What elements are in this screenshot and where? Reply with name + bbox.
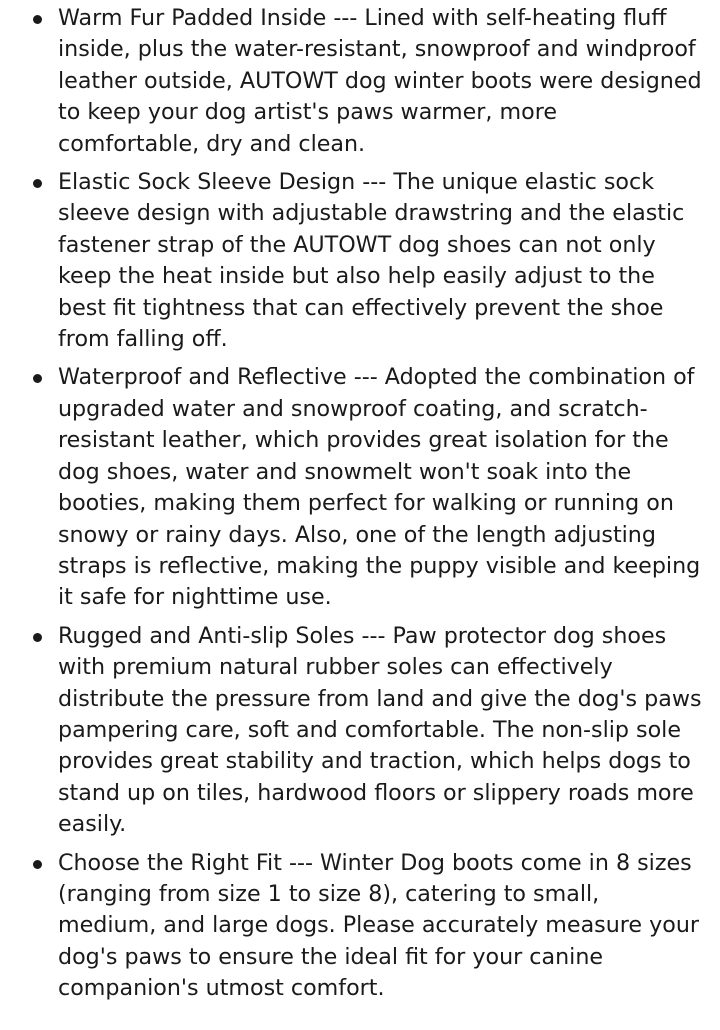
bullet-icon bbox=[33, 179, 42, 188]
bullet-icon bbox=[33, 374, 42, 383]
bullet-icon bbox=[33, 860, 42, 869]
feature-bullet-anti-slip bbox=[58, 621, 704, 841]
feature-bullet-elastic-sock bbox=[58, 167, 704, 355]
bullet-icon bbox=[33, 633, 42, 642]
feature-bullet-right-fit bbox=[58, 848, 704, 1005]
feature-bullet-warm-fur bbox=[58, 3, 704, 160]
feature-bullet-waterproof bbox=[58, 362, 704, 613]
feature-text: Elastic Sock Sleeve Design --- The unique elastic sock sleeve design with adjustable drawstring and the elastic fastener strap of the AUTOWT dog shoes can not only keep the heat inside but also help easily adjust to the best fit tightness that can effectively prevent the shoe from falling off. bbox=[58, 169, 685, 353]
feature-text: Choose the Right Fit --- Winter Dog boots come in 8 sizes (ranging from size 1 to size 8), catering to small, medium, and large dogs. Please accurately measure your dog's paws to ensure the ideal fit for your canine companion's utmost comfort. bbox=[58, 849, 700, 1002]
bullet-icon bbox=[33, 15, 42, 24]
feature-text: Warm Fur Padded Inside --- Lined with self-heating fluff inside, plus the water-resistant, snowproof and windproof leather outside, AUTOWT dog winter boots were designed to keep your dog artist's paws warmer, more comfortable, dry and clean. bbox=[58, 5, 702, 157]
feature-text: Rugged and Anti-slip Soles --- Paw protector dog shoes with premium natural rubber soles can effectively distribute the pressure from land and give the dog's paws pampering care, soft and comfortable. The non-slip sole provides great stability and traction, which helps dogs to stand up on tiles, hardwood floors or slippery roads more easily. bbox=[58, 622, 702, 838]
feature-text: Waterproof and Reflective --- Adopted the combination of upgraded water and snowproof coating, and scratch-resistant leather, which provides great isolation for the dog shoes, water and snowmelt won't soak into the booties, making them perfect for walking or running on snowy or rainy days. Also, one of the length adjusting straps is reflective, making the puppy visible and keeping it safe for nighttime use. bbox=[58, 364, 701, 611]
